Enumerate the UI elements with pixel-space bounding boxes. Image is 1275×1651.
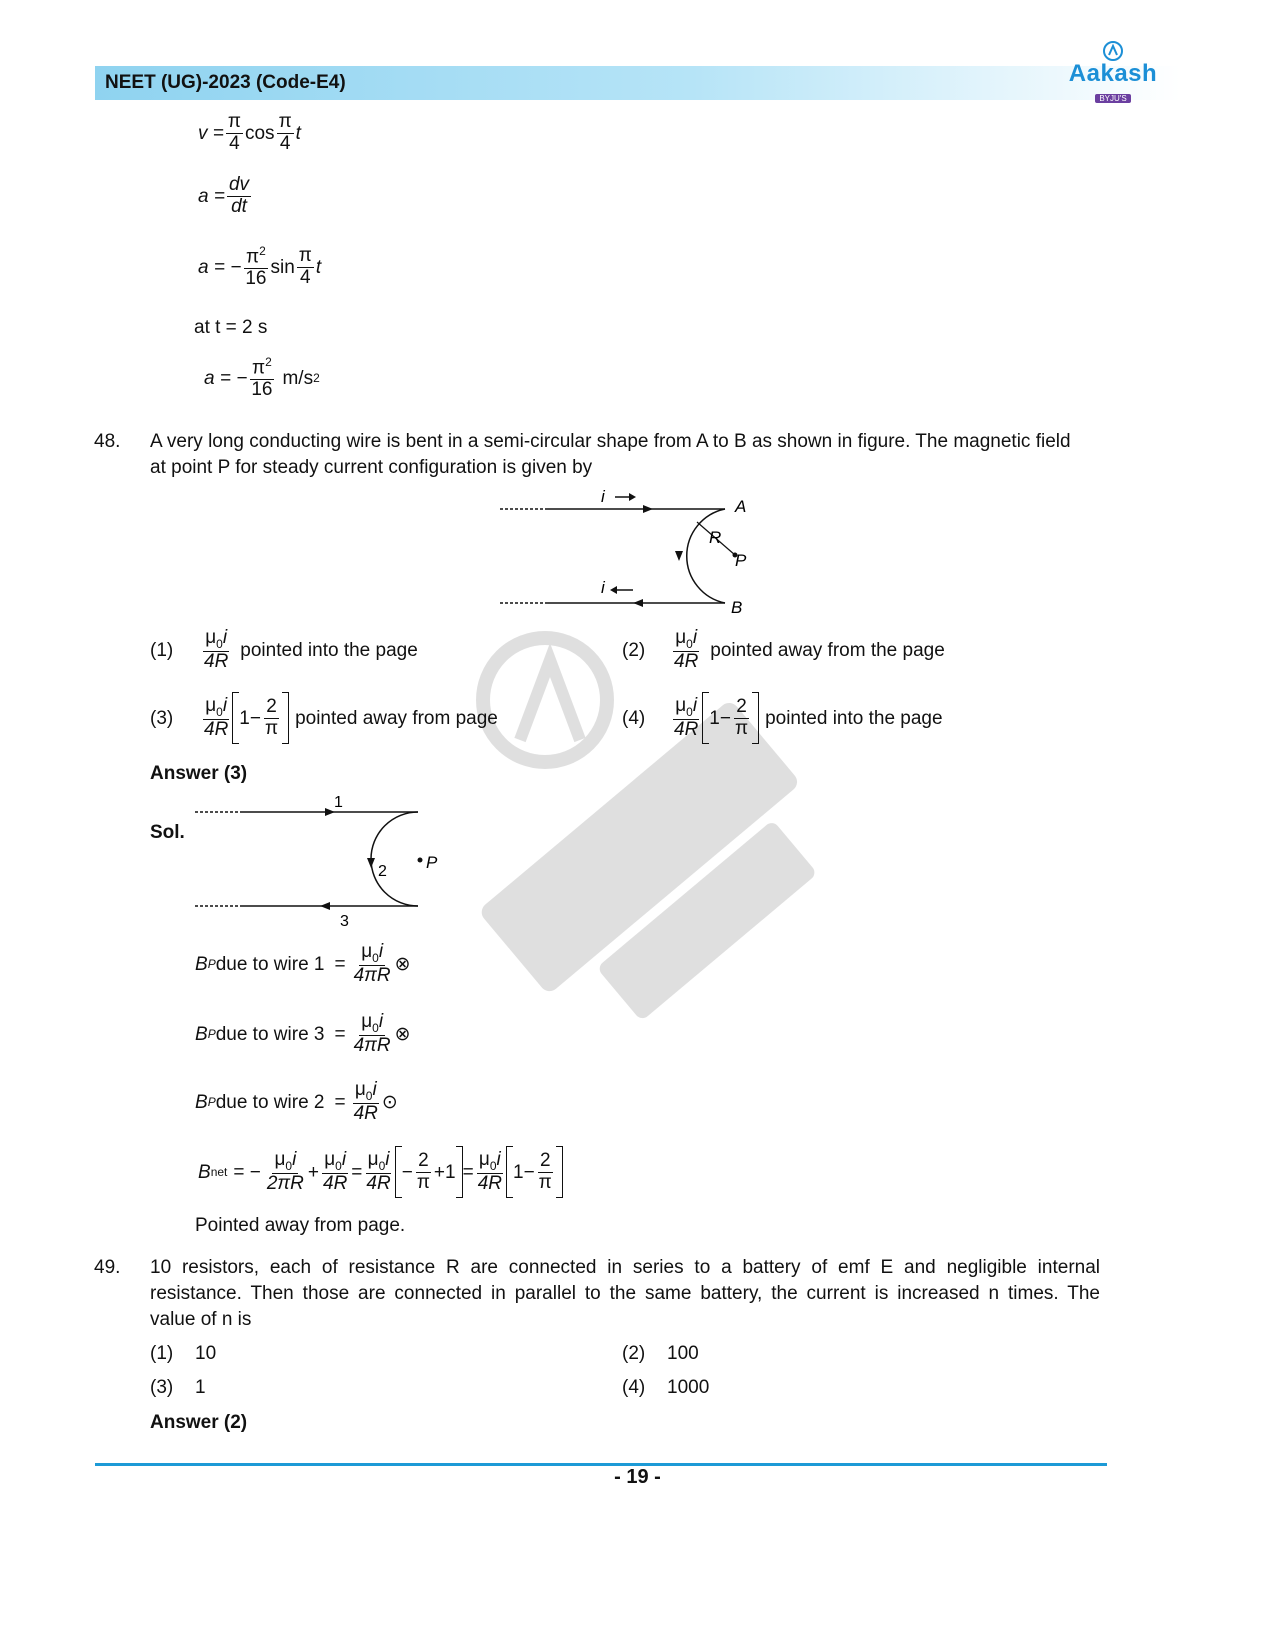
- q48-option-4: (4) $\frac{\mu_0i}{4R}$ 1− $\frac{2}{\pi}$ pointed into the page: [622, 692, 943, 744]
- q48-conclusion: Pointed away from page.: [195, 1215, 406, 1236]
- q48-option-1: (1) $\frac{\mu_0i}{4R}$ pointed into the page: [150, 627, 418, 672]
- sol-label-1: 1: [334, 794, 343, 811]
- logo-sub: BYJU'S: [1095, 94, 1130, 103]
- q49-option-4: (4) 1000: [622, 1377, 710, 1398]
- fig-label-b: B: [731, 598, 743, 617]
- fig-label-r: R: [709, 528, 722, 547]
- q49-option-2: (2) 100: [622, 1343, 699, 1364]
- q48-option-3: (3) $\frac{\mu_0i}{4R}$ 1− $\frac{2}{\pi}$ pointed away from page: [150, 692, 498, 744]
- q48-number: 48.: [94, 431, 121, 452]
- page-number: - 19 -: [614, 1466, 661, 1488]
- fig-label-a: A: [735, 497, 747, 516]
- at-time-text: at t = 2 s: [194, 317, 268, 338]
- q48-text-line2: at point P for steady current configuration is given by: [150, 457, 593, 478]
- sol-label-p: P: [426, 853, 438, 872]
- eq-bnet: B net = − $\frac{\mu_0i}{2\pi R}$ + $\frac{\mu_0i}{4R}$ = $\frac{\mu_0i}{4R}$ − $\frac{2}{\pi}$ +1 = $\frac{\mu_0i}{4R}$ 1− $\frac{2}{\pi}$: [198, 1146, 563, 1198]
- q49-text-line2: resistance. Then those are connected in parallel to the same battery, the current is increased n times. The: [150, 1283, 1100, 1304]
- fig-label-p: P: [735, 551, 747, 570]
- sol-figure: [190, 792, 450, 930]
- fig-bottom-arrow: [633, 599, 643, 607]
- q48-option-2: (2) $\frac{\mu_0i}{4R}$ pointed away from the page: [622, 627, 945, 672]
- q49-option-3: (3) 1: [150, 1377, 206, 1398]
- q48-answer: Answer (3): [150, 763, 248, 784]
- eq-bp-wire3: B P due to wire 3 = $\frac{\mu_0i}{4\pi R}$ ⊗: [195, 1011, 411, 1056]
- eq-acceleration-def: a = $\frac{dv}{dt}$: [198, 174, 250, 217]
- eq-velocity: v = $\frac{\pi}{4}$ cos $\frac{\pi}{4}$ t: [198, 111, 301, 154]
- q48-text-line1: A very long conducting wire is bent in a semi-circular shape from A to B as shown in figure. The magnetic field: [150, 431, 1071, 452]
- aakash-logo: [1058, 40, 1168, 103]
- fig-semicircle: [687, 509, 725, 603]
- logo-text: Aakash: [1068, 60, 1158, 87]
- fig-arc-arrow: [675, 551, 683, 561]
- q49-number: 49.: [94, 1257, 121, 1278]
- page-header-title: NEET (UG)-2023 (Code-E4): [105, 72, 346, 93]
- sol-point-p: [418, 858, 423, 863]
- eq-bp-wire2: B P due to wire 2 = $\frac{\mu_0i}{4R}$ ⊙: [195, 1079, 398, 1124]
- q49-text-line3: value of n is: [150, 1309, 252, 1330]
- sol-label-2: 2: [378, 863, 387, 880]
- logo-emblem-icon: [1102, 40, 1124, 62]
- q48-sol-label: Sol.: [150, 822, 185, 843]
- q49-text-line1: 10 resistors, each of resistance R are connected in series to a battery of emf E and negligible internal: [150, 1257, 1100, 1278]
- fig-top-arrow: [643, 505, 653, 513]
- q48-figure: [495, 485, 765, 620]
- eq-bp-wire1: B P due to wire 1 = $\frac{\mu_0i}{4\pi R}$ ⊗: [195, 941, 411, 986]
- eq-acceleration: a = − $\frac{\pi^2}{16}$ sin $\frac{\pi}{4}$ t: [198, 244, 322, 290]
- sol-label-3: 3: [340, 913, 349, 930]
- sol-wire-2: [371, 812, 418, 906]
- watermark-logo: [440, 620, 860, 1040]
- fig-label-i-top: i: [601, 487, 605, 506]
- fig-label-i-bottom: i: [601, 578, 605, 597]
- q49-option-1: (1) 10: [150, 1343, 217, 1364]
- q49-answer: Answer (2): [150, 1412, 248, 1433]
- eq-acceleration-result: a = − $\frac{\pi^2}{16}$ m/s 2: [204, 355, 320, 401]
